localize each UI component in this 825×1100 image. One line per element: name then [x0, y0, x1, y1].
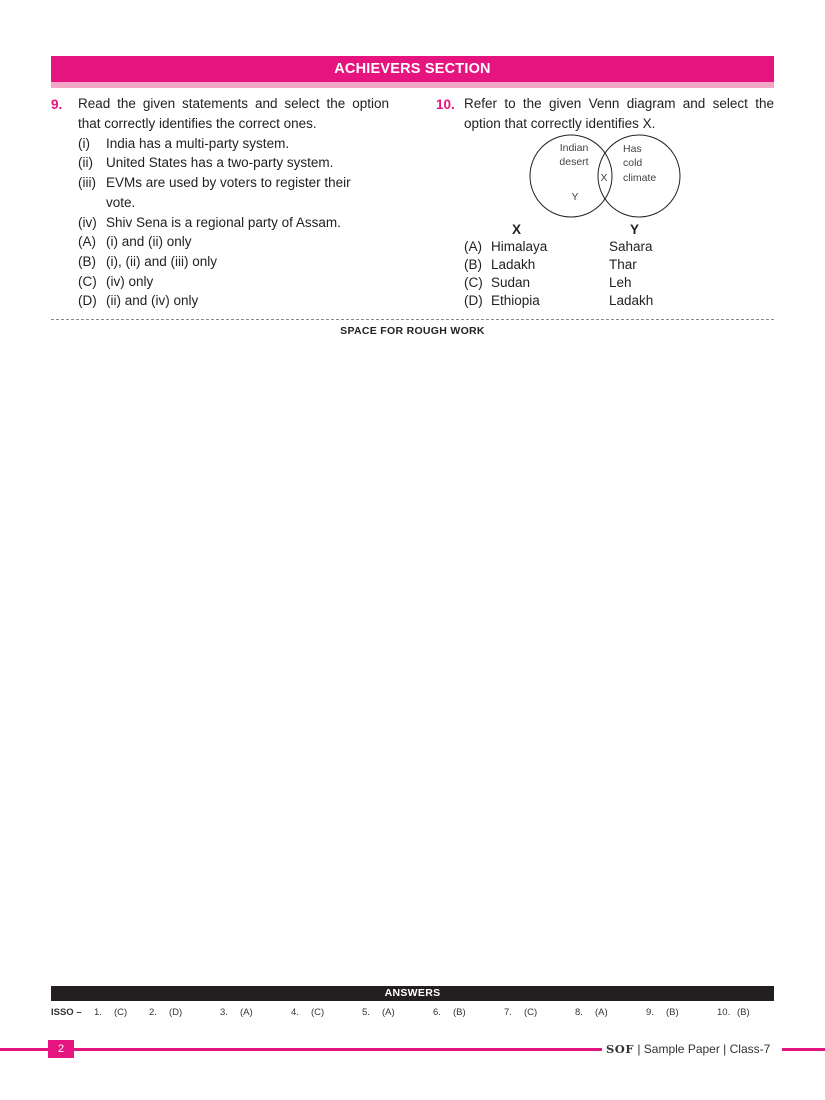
option-x: Himalaya [491, 239, 548, 254]
q10-option[interactable] [464, 274, 632, 292]
answer-number: 6. [433, 1007, 441, 1018]
banner-strip [51, 82, 774, 88]
statement-text: India has a multi-party system. [106, 136, 290, 151]
venn-right-label: climate [623, 172, 657, 184]
venn-left-label: desert [559, 156, 589, 168]
answer-value: (B) [453, 1007, 466, 1018]
answer-number: 8. [575, 1007, 583, 1018]
answers-row [51, 1007, 774, 1021]
answer-number: 10. [717, 1007, 731, 1018]
option-text: (iv) only [106, 274, 154, 289]
answers-prefix: ISSO – [51, 1007, 82, 1018]
answer-value: (C) [311, 1007, 325, 1018]
footer-line [782, 1048, 825, 1051]
option-text: (ii) and (iv) only [106, 293, 199, 308]
option-label: (A) [78, 234, 96, 249]
option-label: (A) [464, 239, 482, 254]
q9-option[interactable] [78, 291, 198, 311]
option-text: (i), (ii) and (iii) only [106, 254, 218, 269]
section-banner: ACHIEVERS SECTION [51, 56, 774, 82]
q9-statement [78, 213, 341, 233]
answer-number: 4. [291, 1007, 299, 1018]
rough-work-label: SPACE FOR ROUGH WORK [340, 325, 485, 337]
page-number: 2 [48, 1040, 74, 1058]
answer-value: (A) [382, 1007, 395, 1018]
venn-left-label: Indian [559, 142, 589, 154]
option-y: Ladakh [609, 293, 654, 308]
answer-number: 9. [646, 1007, 654, 1018]
venn-intersection-label: X [600, 172, 608, 184]
footer-text [606, 1042, 770, 1056]
footer-caption: | Sample Paper | Class-7 [637, 1042, 771, 1056]
option-label: (D) [464, 293, 483, 308]
answer-item [646, 1007, 679, 1018]
answer-value: (D) [169, 1007, 183, 1018]
answer-value: (B) [666, 1007, 679, 1018]
option-y: Thar [609, 257, 637, 272]
statement-text: Shiv Sena is a regional party of Assam. [106, 215, 341, 230]
col-header-x: X [512, 222, 522, 237]
option-y: Sahara [609, 239, 653, 254]
q10-number: 10. [436, 97, 455, 112]
answer-item [575, 1007, 608, 1018]
option-label: (B) [78, 254, 96, 269]
option-x: Ethiopia [491, 293, 540, 308]
option-x: Ladakh [491, 257, 536, 272]
answer-number: 2. [149, 1007, 157, 1018]
answer-number: 3. [220, 1007, 228, 1018]
answer-item [717, 1007, 750, 1018]
q9-statement [78, 134, 289, 154]
q10-option[interactable] [464, 292, 653, 310]
q9-option[interactable] [78, 272, 153, 292]
option-label: (B) [464, 257, 482, 272]
option-label: (D) [78, 293, 97, 308]
col-header-y: Y [630, 222, 640, 237]
answer-value: (A) [240, 1007, 253, 1018]
answer-item [291, 1007, 324, 1018]
statement-label: (ii) [78, 155, 93, 170]
option-x: Sudan [491, 275, 531, 290]
q10-text: Refer to the given Venn diagram and select the option that correctly identifies X. [464, 96, 774, 131]
answer-number: 5. [362, 1007, 370, 1018]
answer-number: 7. [504, 1007, 512, 1018]
option-y: Leh [609, 275, 632, 290]
answer-item [504, 1007, 537, 1018]
answer-item [149, 1007, 182, 1018]
q9-statement [78, 173, 366, 213]
answer-item [362, 1007, 395, 1018]
q9-text: Read the given statements and select the option that correctly identifies the correct ones. [78, 96, 389, 131]
statement-text: EVMs are used by voters to register their vote. [106, 175, 351, 210]
footer-line [74, 1048, 602, 1051]
statement-label: (i) [78, 136, 90, 151]
option-label: (C) [78, 274, 97, 289]
answer-item [433, 1007, 466, 1018]
venn-diagram [520, 130, 690, 222]
answer-value: (B) [737, 1007, 750, 1018]
answer-number: 1. [94, 1007, 102, 1018]
footer-line [0, 1048, 48, 1051]
answer-item [220, 1007, 253, 1018]
q9-statement [78, 153, 333, 173]
answer-value: (A) [595, 1007, 608, 1018]
option-label: (C) [464, 275, 483, 290]
q9-option[interactable] [78, 232, 192, 252]
venn-right-label: cold [623, 157, 643, 169]
dashed-divider [51, 319, 774, 320]
statement-label: (iv) [78, 215, 97, 230]
sof-logo: SOF [606, 1042, 634, 1056]
q10-option[interactable] [464, 238, 653, 256]
answer-item [94, 1007, 127, 1018]
answer-value: (C) [114, 1007, 128, 1018]
option-text: (i) and (ii) only [106, 234, 192, 249]
q10-option[interactable] [464, 256, 637, 274]
q9-option[interactable] [78, 252, 217, 272]
venn-left-only-label: Y [571, 191, 579, 203]
answers-bar: ANSWERS [51, 986, 774, 1001]
q9-number: 9. [51, 97, 63, 112]
statement-label: (iii) [78, 175, 96, 190]
venn-right-label: Has [623, 143, 642, 155]
statement-text: United States has a two-party system. [106, 155, 334, 170]
answer-value: (C) [524, 1007, 538, 1018]
